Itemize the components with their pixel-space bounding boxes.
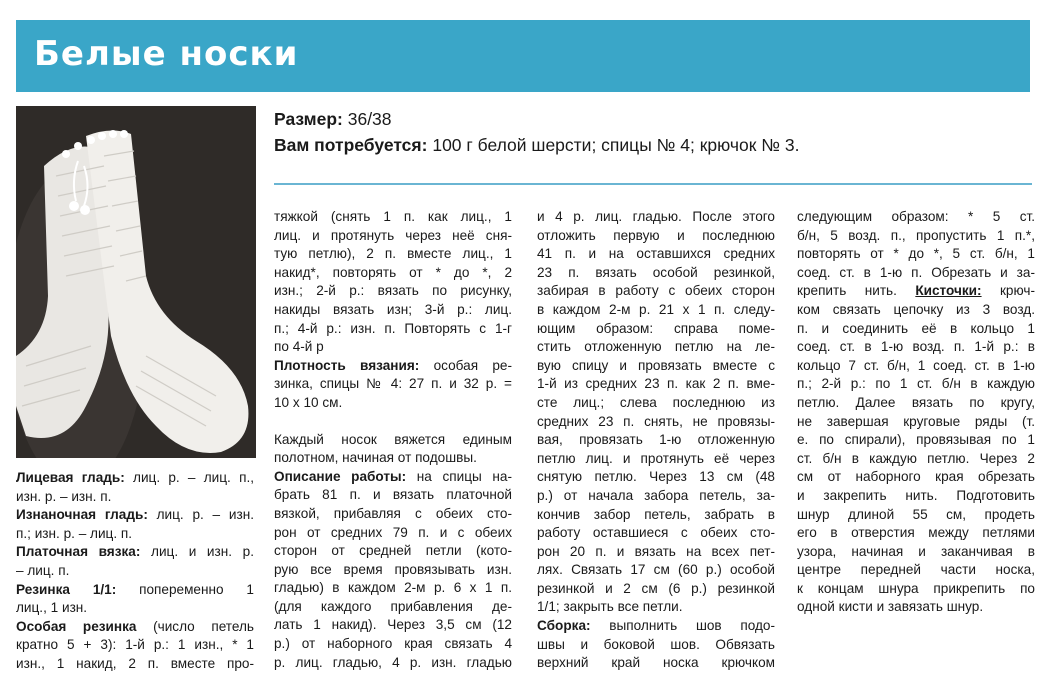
text-line: не завершая круговые ряды (т.: [797, 413, 1035, 429]
legend-line: Резинка 1/1: попеременно 1: [16, 581, 254, 597]
legend-line: п.; изн. р. – лиц. п.: [16, 525, 133, 541]
text-line: п.; 2-й р.: по 1 ст. б/н в каждую: [797, 376, 1035, 392]
density-line: Плотность вязания: особая ре-: [274, 357, 513, 373]
text-line: соед. ст. в 1-ю возд. п. 1-й р.: в: [797, 339, 1035, 355]
text-line: лиц. и протянуть через неё сня-: [274, 227, 512, 243]
text-line: повторять от * до *, 5 ст. б/н, 1: [797, 246, 1035, 262]
legend-line: изн., 1 накид, 2 п. вместе про-: [16, 655, 254, 671]
size-line: [274, 106, 1034, 132]
text-line: (для каждого прибавления де-: [274, 598, 512, 614]
text-line: рон 20 п. и вязать на всех пет-: [537, 543, 775, 559]
text-line: вязкой, прибавляя с обеих сто-: [274, 505, 512, 521]
text-line: швы и боковой шов. Обвязать: [537, 636, 775, 652]
legend-line: – лиц. п.: [16, 562, 70, 578]
text-line: забирая в работу с обеих сторон: [537, 283, 775, 299]
text-line: сторон от средней петли (кото-: [274, 543, 512, 559]
text-line: гладью) в каждом 2-м р. 6 х 1 п.: [274, 580, 512, 596]
section-divider: [274, 183, 1032, 185]
size-label: Размер:: [274, 109, 343, 129]
text-line: п.; 4-й р.: изн. п. Повторять с 1-г: [274, 320, 512, 336]
title-banner: [16, 20, 1030, 92]
text-line: петлю. Далее вязать по кругу,: [797, 394, 1035, 410]
text-line: средних 23 п. снять, не провязы-: [537, 413, 775, 429]
size-value: 36/38: [347, 109, 392, 129]
text-line: к концам шнура прикрепить по: [797, 580, 1035, 596]
legend-line: кратно 5 + 3): 1-й р.: 1 изн., * 1: [16, 637, 254, 653]
text-line: 1-й из средних 23 п. как 2 п. вме-: [537, 376, 775, 392]
text-line: изн.; 2-й р.: вязать по рисунку,: [274, 283, 512, 299]
text-line: рую все время провязывать изн.: [274, 561, 512, 577]
legend-line: Изнаночная гладь: лиц. р. – изн.: [16, 507, 254, 523]
text-line: вую спицу и провязать вместе с: [537, 357, 775, 373]
text-line: см от наборного края обрезать: [797, 469, 1035, 485]
text-line: стить отложенную петлю на ле-: [537, 339, 775, 355]
page-title: Белые носки: [34, 34, 299, 74]
text-line: накид*, повторять от * до *, 2: [274, 264, 512, 280]
legend-line: изн. р. – изн. п.: [16, 488, 112, 504]
text-line: петлю лиц. и протянуть её через: [537, 450, 775, 466]
text-line: отложить первую и последнюю: [537, 227, 775, 243]
text-line: тую петлю), 2 п. вместе лиц., 1: [274, 246, 512, 262]
text-line: зинка, спицы № 4: 27 п. и 32 р. =: [274, 376, 512, 392]
text-line: ющим образом: справа поме-: [537, 320, 775, 336]
text-line: лях. Связать 17 см (60 р.) особой: [537, 562, 775, 578]
tassel-line: крепить нить. Кисточки: крюч-: [797, 283, 1035, 299]
text-line: в каждом 2-м р. 21 х 1 п. следу-: [537, 301, 775, 317]
legend-line: Лицевая гладь: лиц. р. – лиц. п.,: [16, 470, 254, 485]
text-line: брать 81 п. и вязать платочной: [274, 487, 512, 503]
text-line: снятую петлю. Через 13 см (48: [537, 469, 775, 485]
text-line: ком связать цепочку из 3 возд.: [797, 301, 1035, 317]
text-line: центре передней части носка,: [797, 562, 1035, 578]
text-line: п. и соединить её в кольцо 1: [797, 320, 1035, 336]
text-line: тяжкой (снять 1 п. как лиц., 1: [274, 209, 512, 224]
text-line: и 4 р. лиц. гладью. После этого: [537, 209, 775, 224]
text-line: ст. б/н в каждую петлю. Через 2: [797, 450, 1035, 466]
text-line: р. лиц. гладью, 4 р. изн. гладью: [274, 654, 512, 670]
text-line: и закрепить нить. Подготовить: [797, 487, 1035, 503]
text-column-2: [537, 208, 775, 673]
materials-label: Вам потребуется:: [274, 135, 428, 155]
requirements-block: [274, 106, 1034, 158]
text-line: полотном, начиная от подошвы.: [274, 450, 477, 466]
text-line: р.) от начала забора петель, за-: [537, 487, 775, 503]
materials-line: [274, 132, 1034, 158]
stitch-legend: [16, 469, 254, 674]
text-line: вая, провязать 1-ю отложенную: [537, 432, 775, 448]
text-line: б/н, 5 возд. п., пропустить 1 п.*,: [797, 227, 1035, 243]
text-line: его в отверстия между петлями: [797, 525, 1035, 541]
text-line: по 4-й р: [274, 339, 324, 355]
text-line: сте лиц.; слева последнюю из: [537, 394, 775, 410]
text-line: 23 п. вязать особой резинкой,: [537, 264, 775, 280]
text-line: верхний край носка крючком: [537, 655, 775, 671]
socks-photo: [16, 106, 256, 458]
materials-value: 100 г белой шерсти; спицы № 4; крючок № 3.: [432, 135, 800, 155]
text-line: одной кисти и завязать шнур.: [797, 599, 984, 615]
socks-illustration: [16, 106, 256, 458]
text-line: 10 х 10 см.: [274, 394, 343, 410]
text-line: узора, начиная и заканчивая в: [797, 543, 1035, 559]
legend-line: Особая резинка (число петель: [16, 618, 254, 634]
text-line: р.) от наборного края связать 4: [274, 636, 512, 652]
text-line: накиды вязать изн; 3-й р.: лиц.: [274, 301, 512, 317]
text-line: работу оставшиеся с обеих сто-: [537, 525, 775, 541]
text-line: кончив забор петель, забрать в: [537, 506, 775, 522]
text-line: следующим образом: * 5 ст.: [797, 209, 1035, 224]
text-line: Каждый носок вяжется единым: [274, 431, 512, 447]
text-line: е. по спирали), провязывая по 1: [797, 432, 1035, 448]
legend-line: лиц., 1 изн.: [16, 600, 88, 616]
text-line: соед. ст. в 1-ю п. Обрезать и за-: [797, 264, 1035, 280]
text-line: шнур длиной 55 см, продеть: [797, 506, 1035, 522]
text-column-1: [274, 208, 512, 672]
text-column-3: [797, 208, 1035, 617]
legend-line: Платочная вязка: лиц. и изн. р.: [16, 544, 254, 560]
text-line: резинкой и 2 см (6 р.) резинкой: [537, 580, 775, 596]
text-line: кольцо 7 ст. б/н, 1 соед. ст. в 1-ю: [797, 357, 1035, 373]
assembly-line: Сборка: выполнить шов подо-: [537, 618, 775, 634]
work-line: Описание работы: на спицы на-: [274, 468, 512, 484]
text-line: рон от средних 79 п. и с обеих: [274, 524, 512, 540]
text-line: 1/1; закрыть все петли.: [537, 599, 683, 615]
text-line: лать 1 накид). Через 3,5 см (12: [274, 617, 512, 633]
text-line: 41 п. и на оставшихся средних: [537, 246, 775, 262]
